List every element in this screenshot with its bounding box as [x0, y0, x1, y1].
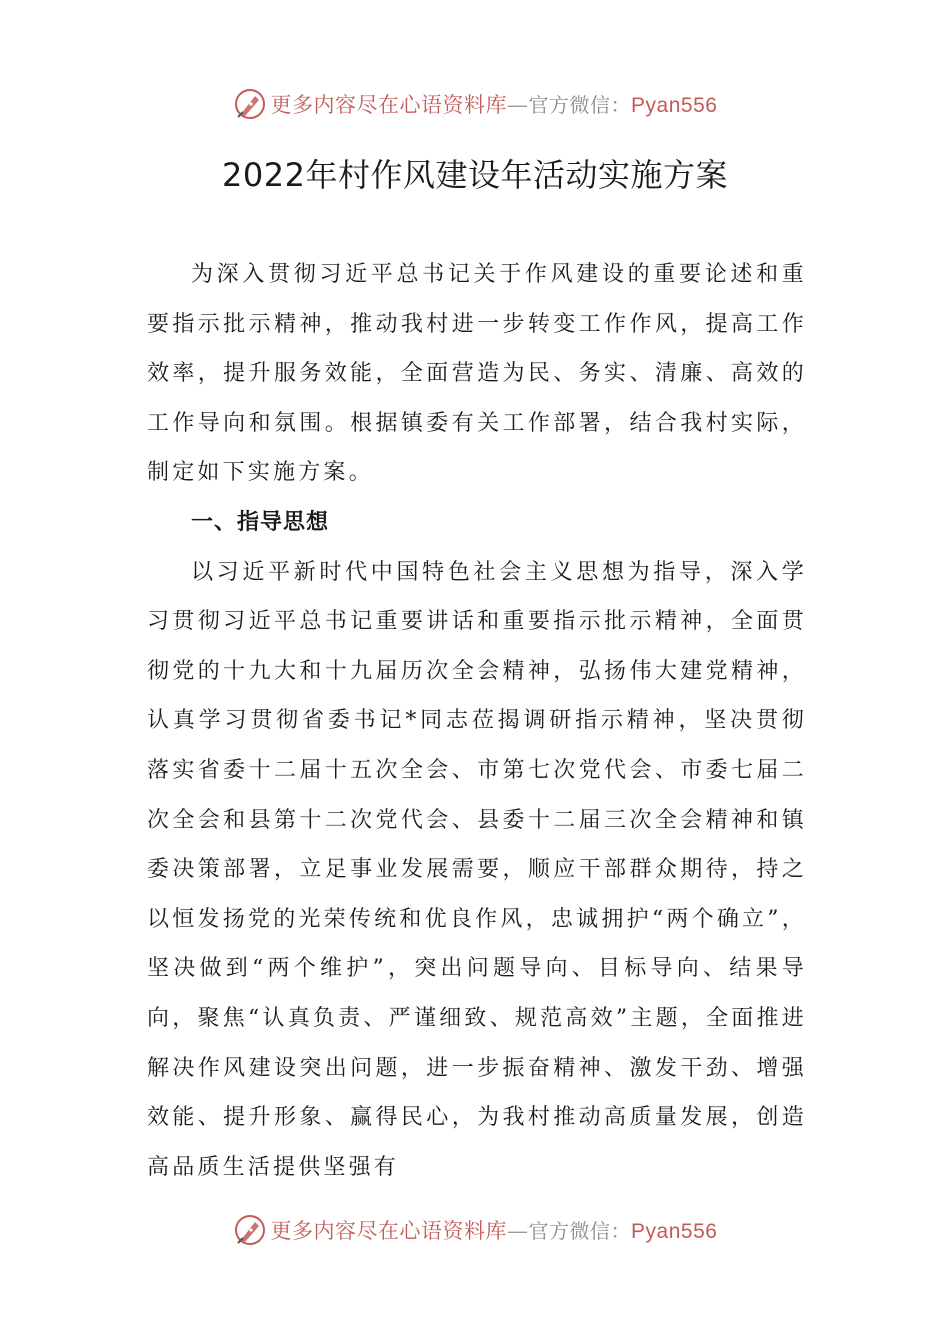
watermark-site-text: 更多内容尽在心语资料库: [270, 93, 508, 117]
watermark-dash: —: [507, 1219, 529, 1243]
watermark-banner-top: [0, 84, 950, 124]
document-title: 2022年村作风建设年活动实施方案: [222, 156, 728, 194]
watermark-banner-bottom: [0, 1210, 950, 1250]
watermark-dash: —: [507, 93, 529, 117]
watermark-site-text: 更多内容尽在心语资料库: [270, 1219, 508, 1243]
watermark-text: [271, 89, 718, 119]
watermark-official-label: 官方微信：: [528, 93, 632, 117]
watermark-text: [271, 1215, 718, 1245]
watermark-official-label: 官方微信：: [528, 1219, 632, 1243]
pen-nib-circle-icon: [233, 87, 267, 121]
guiding-ideology-paragraph: 以习近平新时代中国特色社会主义思想为指导，深入学习贯彻习近平总书记重要讲话和重要指示批示精神，全面贯彻党的十九大和十九届历次全会精神，弘扬伟大建党精神，认真学习贯彻省委书记*同志莅揭调研指示精神，坚决贯彻落实省委十二届十五次全会、市第七次党代会、市委七届二次全会和县第十二次党代会、县委十二届三次全会精神和镇委决策部署，立足事业发展需要，顺应干部群众期待，持之以恒发扬党的光荣传统和优良作风，忠诚拥护“两个确立”，坚决做到“两个维护”，突出问题导向、目标导向、结果导向，聚焦“认真负责、严谨细致、规范高效”主题，全面推进解决作风建设突出问题，进一步振奋精神、激发干劲、增强效能、提升形象、赢得民心，为我村推动高质量发展，创造高品质生活提供坚强有: [147, 559, 807, 1180]
watermark-wechat-id: Pyan556: [631, 94, 718, 117]
section-heading-guiding-ideology: 一、指导思想: [191, 509, 330, 535]
watermark-wechat-id: Pyan556: [631, 1220, 718, 1243]
intro-paragraph: 为深入贯彻习近平总书记关于作风建设的重要论述和重要指示批示精神，推动我村进一步转变工作作风，提高工作效率，提升服务效能，全面营造为民、务实、清廉、高效的工作导向和氛围。根据镇委有关工作部署，结合我村实际，制定如下实施方案。: [147, 262, 807, 486]
document-body: [147, 250, 807, 1192]
pen-nib-circle-icon: [233, 1213, 267, 1247]
